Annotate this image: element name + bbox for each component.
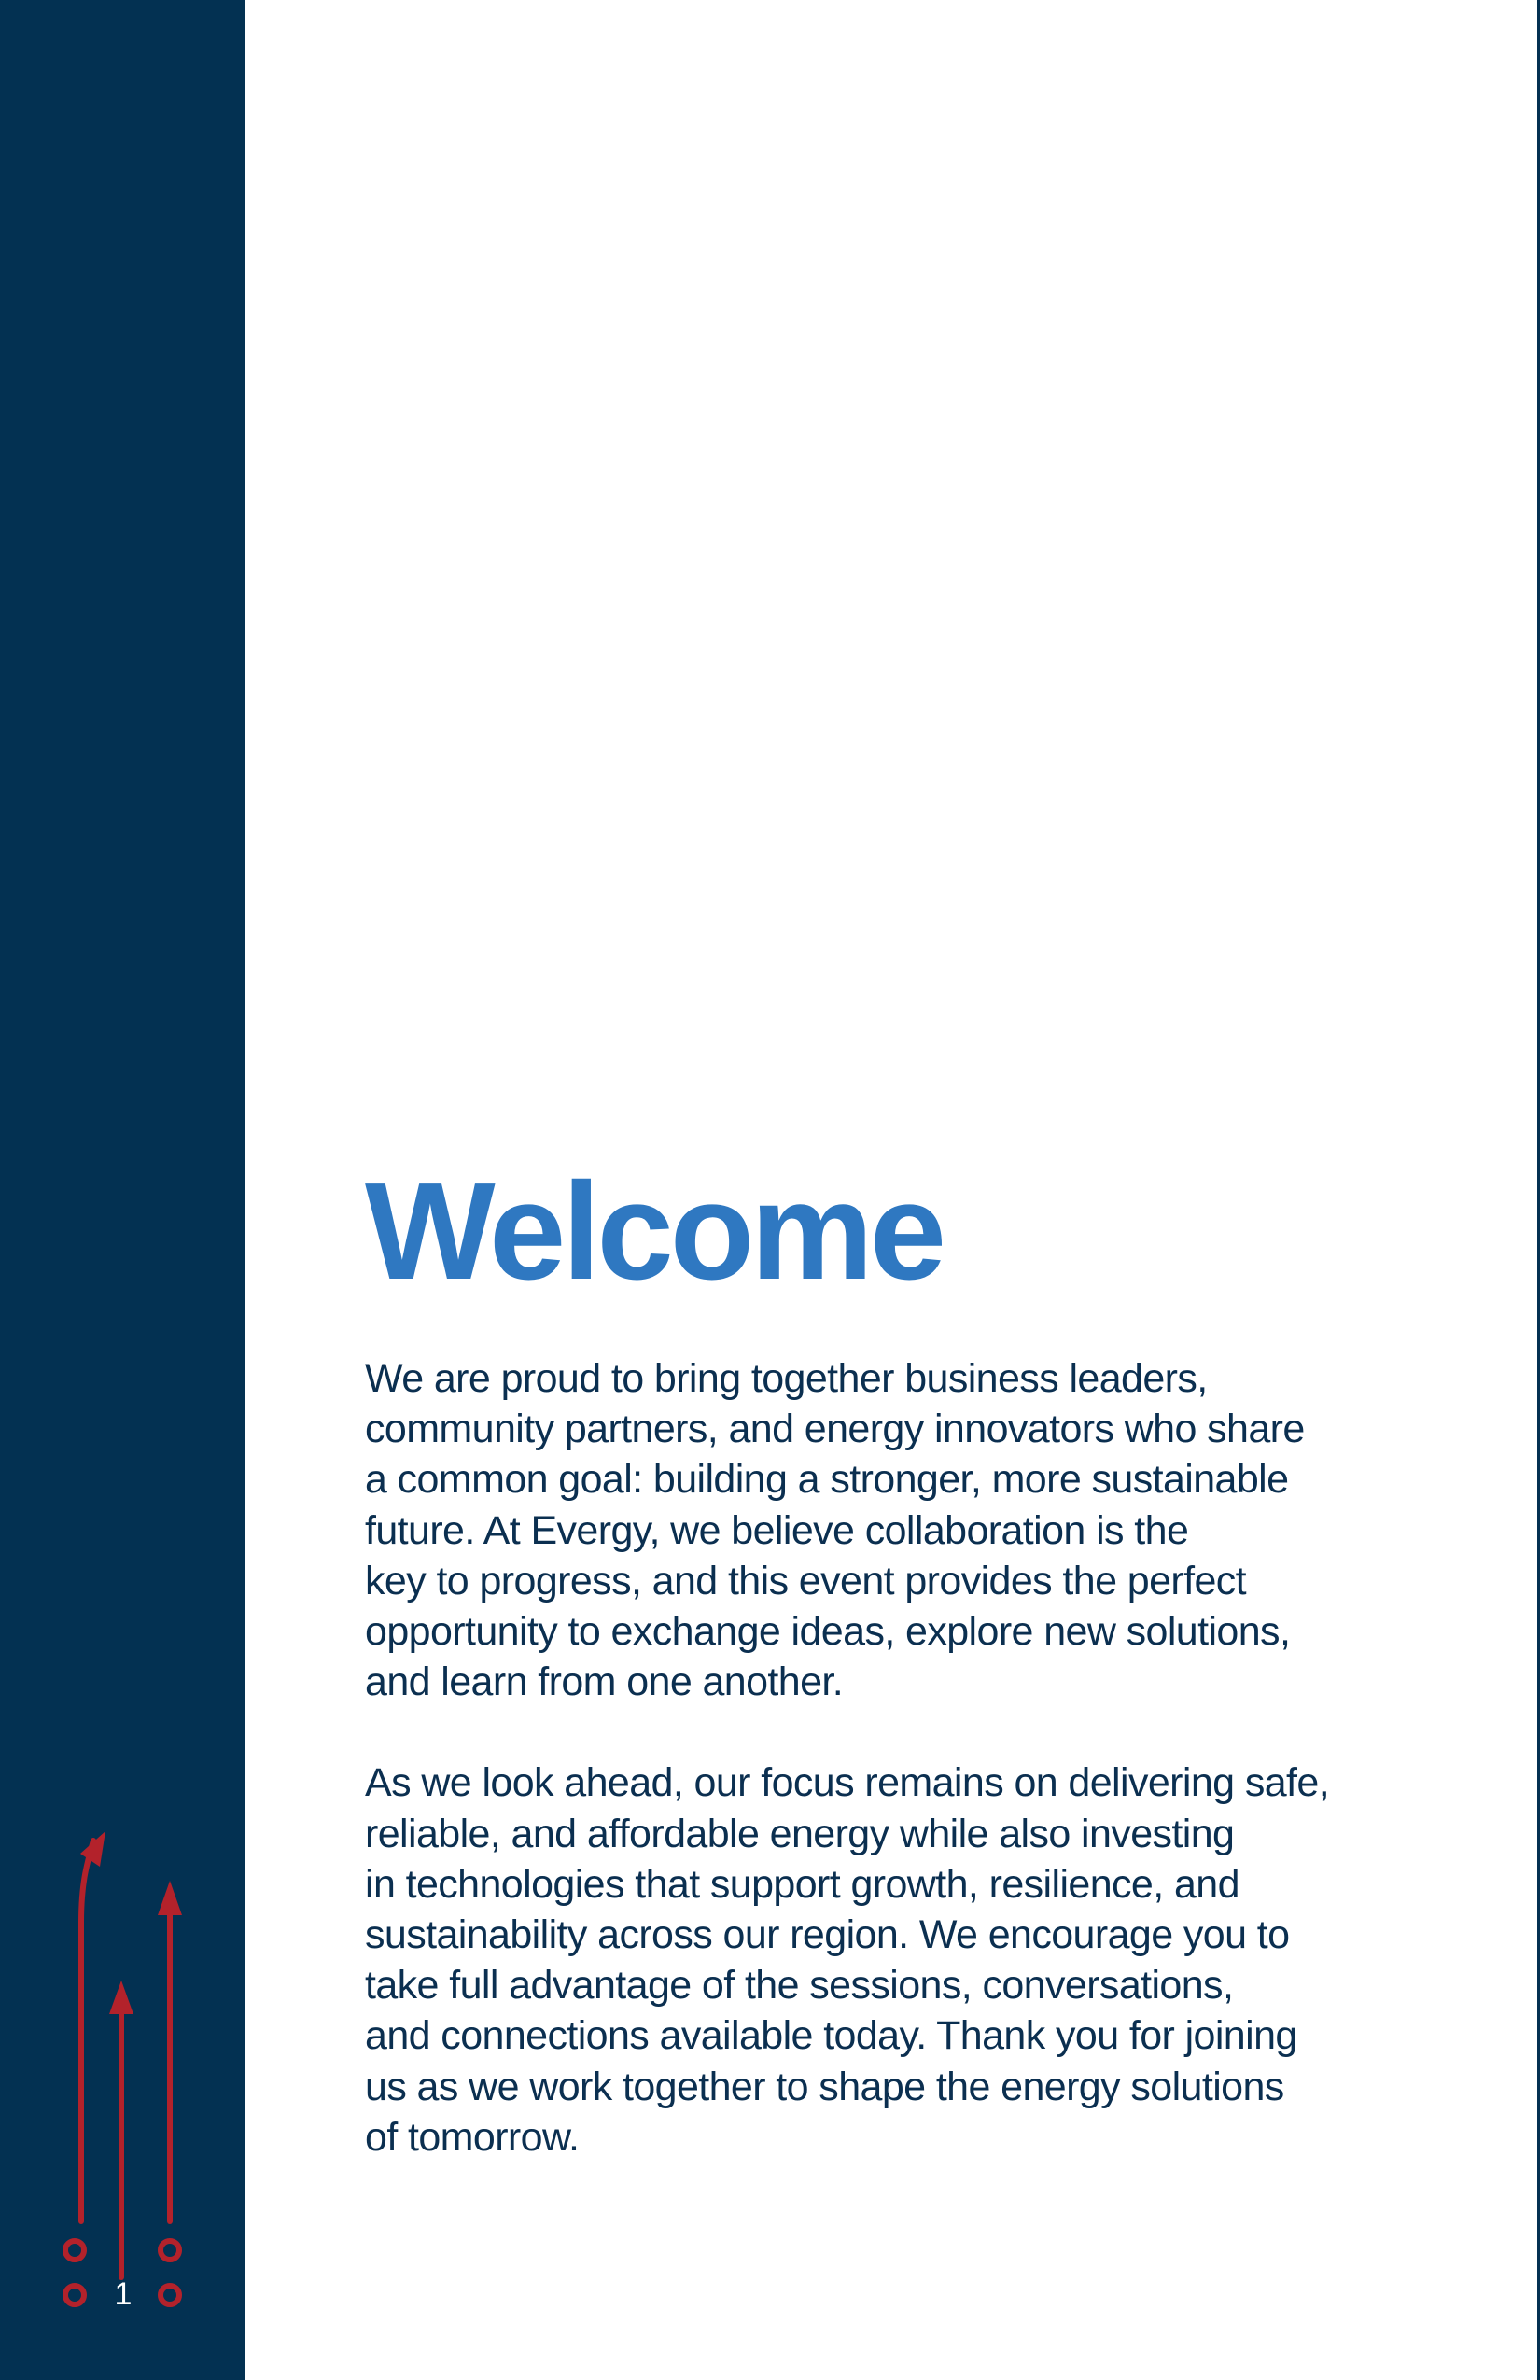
text-line: opportunity to exchange ideas, explore new solutions,: [365, 1609, 1291, 1655]
text-line: a common goal: building a stronger, more sustainable: [365, 1457, 1289, 1503]
text-line: key to progress, and this event provides the perfect: [365, 1558, 1247, 1603]
page-title: Welcome: [365, 1155, 944, 1309]
red-arrows-circuit-icon: [0, 1811, 245, 2315]
sidebar: [0, 0, 245, 2380]
paragraph-1: [365, 1353, 1466, 1707]
text-line: sustainability across our region. We encourage you to: [365, 1912, 1290, 1958]
text-line: future. At Evergy, we believe collaboration is the: [365, 1507, 1189, 1553]
paragraph-2: [365, 1757, 1466, 2163]
text-line: As we look ahead, our focus remains on delivering safe,: [365, 1760, 1330, 1806]
text-line: and connections available today. Thank you for joining: [365, 2013, 1297, 2059]
text-line: reliable, and affordable energy while also investing: [365, 1811, 1235, 1856]
text-line: in technologies that support growth, resilience, and: [365, 1861, 1239, 1907]
text-line: of tomorrow.: [365, 2114, 580, 2160]
text-line: us as we work together to shape the energy solutions: [365, 2064, 1284, 2109]
text-line: community partners, and energy innovators who share: [365, 1407, 1305, 1452]
text-line: and learn from one another.: [365, 1659, 844, 1705]
main-content: [365, 1157, 1466, 2163]
page-number: 1: [114, 2276, 133, 2312]
text-line: take full advantage of the sessions, conversations,: [365, 1963, 1234, 2009]
text-line: We are proud to bring together business leaders,: [365, 1356, 1208, 1401]
